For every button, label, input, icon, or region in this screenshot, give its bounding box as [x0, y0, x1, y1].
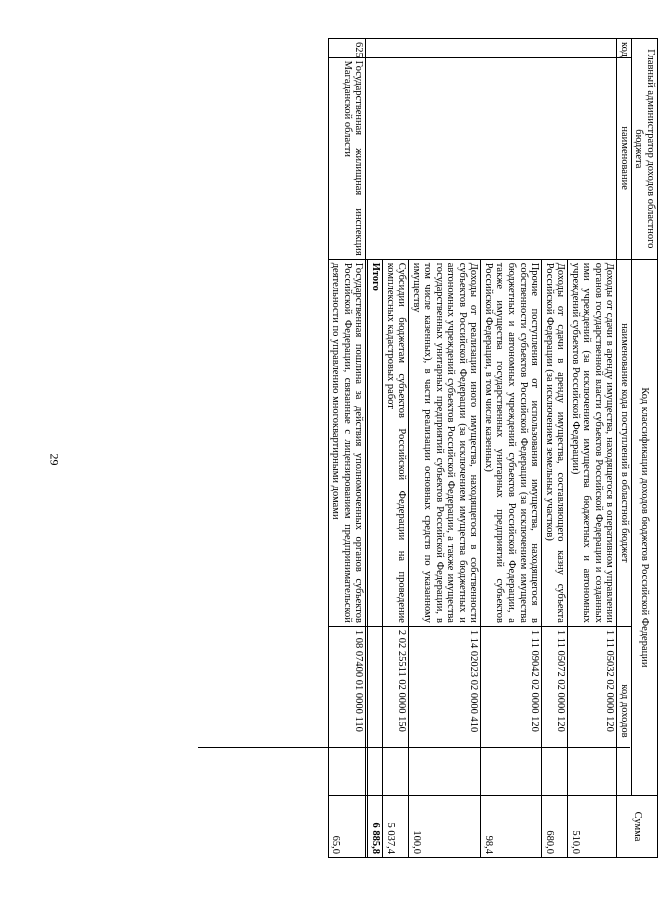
inspection-sum: 65,0 — [328, 796, 366, 858]
total-code-empty — [368, 626, 383, 795]
income-code: 1 11 05072 02 0000 120 — [542, 626, 568, 795]
inspection-admin: Государственная жилищная инспекция Магаданской области — [328, 57, 366, 259]
income-name: Доходы от реализации иного имущества, находящегося в собственности субъектов Российской Федерации (за исключением имущества бюджетных и автономных учреждений субъектов Российской Федерации, а также имущества государственных унитарных предприятий субъектов Российской Федерации, в том числе казенных), в части реализации основных средств по указанному имуществу — [409, 259, 481, 626]
revenue-table — [328, 38, 658, 858]
kod-cell-empty — [366, 39, 617, 58]
income-name: Субсидии бюджетам субъектов Российской Федерации на проведение комплексных кадастровых работ — [382, 259, 408, 626]
horizontal-rule — [198, 747, 630, 748]
income-name: Прочие поступления от использования имущества, находящегося в собственности субъектов Российской Федерации (за исключением имущества бюджетных и автономных учреждений субъектов Российской Федерации, а также имущества государственных унитарных предприятий субъектов Российской Федерации, в том числе казенных) — [481, 259, 542, 626]
header-admin-group: Главный администратор доходов областного бюджета — [631, 39, 657, 260]
total-sum: 6 885,8 — [368, 796, 383, 858]
table-row-inspection — [328, 39, 366, 858]
spacer-cell — [366, 259, 368, 626]
income-name: Доходы от сдачи в аренду имущества, находящегося в оперативном управлении органов государственной власти субъектов Российской Федерации и созданных ими учреждений (за исключением имущества бюджетных и автономных учреждений субъектов Российской Федерации) — [568, 259, 617, 626]
header-sum: Сумма — [617, 796, 658, 858]
spacer-cell — [366, 626, 368, 795]
page-number: 29 — [47, 453, 62, 466]
spacer-cell — [366, 796, 368, 858]
inspection-income-code: 1 08 07400 01 0000 110 — [328, 626, 366, 795]
header-kod: код — [617, 39, 632, 58]
total-label: Итого — [368, 259, 383, 626]
header-row-1 — [631, 39, 657, 858]
income-sum: 5 037,4 — [382, 796, 408, 858]
table-row — [568, 39, 617, 858]
income-sum: 98,4 — [481, 796, 542, 858]
income-code: 1 11 05032 02 0000 120 — [568, 626, 617, 795]
inspection-kod: 625 — [328, 39, 366, 58]
income-code: 1 14 02023 02 0000 410 — [409, 626, 481, 795]
header-row-2 — [617, 39, 632, 858]
income-code: 1 11 09042 02 0000 120 — [481, 626, 542, 795]
revenue-table-container — [98, 38, 658, 858]
header-admin-name: наименование — [617, 57, 632, 259]
admin-cell-empty — [366, 57, 617, 259]
header-class-group: Код классификации доходов бюджетов Российской Федерации — [631, 259, 657, 795]
income-code: 2 02 25511 02 0000 150 — [382, 626, 408, 795]
header-income-code: код доходов — [617, 626, 632, 795]
header-income-name: наименование кода поступлений в областной бюджет — [617, 259, 632, 626]
income-sum: 100,0 — [409, 796, 481, 858]
revenue-table-rotated — [98, 38, 658, 858]
inspection-income-name: Государственная пошлина за действия уполномоченных органов субъектов Российской Федерации, связанные с лицензированием предпринимательской деятельности по управлению многоквартирными домами — [328, 259, 366, 626]
income-name: Доходы от сдачи в аренду имущества, составляющего казну субъекта Российской Федерации (за исключением земельных участков) — [542, 259, 568, 626]
income-sum: 680,0 — [542, 796, 568, 858]
income-sum: 510,0 — [568, 796, 617, 858]
